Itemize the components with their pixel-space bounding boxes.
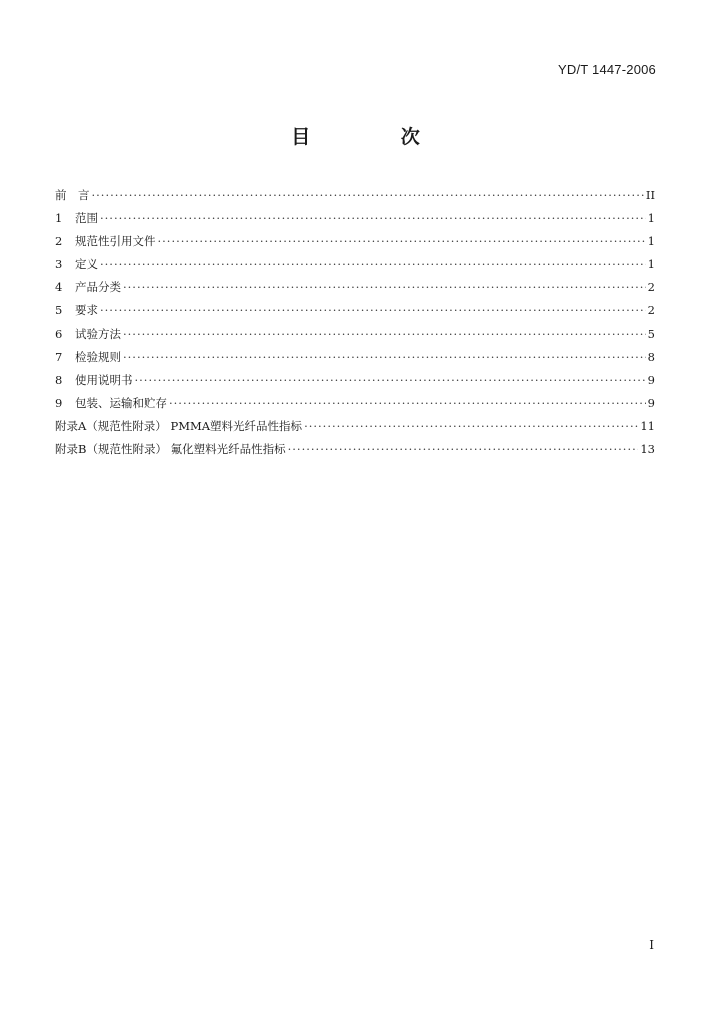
- dot-leader: [123, 350, 646, 364]
- toc-entry-number: 2: [55, 234, 63, 249]
- toc-entry-page: 1: [647, 257, 655, 272]
- toc-entry-number: 7: [55, 349, 63, 364]
- toc-entry-foreword[interactable]: [55, 187, 655, 210]
- toc-entry-page: 11: [640, 418, 655, 433]
- toc-entry-number: 8: [55, 372, 63, 387]
- toc-entry-label: 产品分类: [75, 280, 121, 295]
- toc-entry-page: 8: [647, 349, 655, 364]
- toc-entry-label: 前 言: [55, 188, 90, 202]
- toc-entry-normative-references[interactable]: [55, 233, 655, 256]
- toc-entry-page: 9: [647, 372, 655, 387]
- toc-entry-number: 3: [55, 257, 63, 272]
- toc-entry-label: 包装、运输和贮存: [75, 395, 167, 410]
- dot-leader: [288, 442, 639, 456]
- dot-leader: [123, 327, 646, 341]
- page-number: I: [649, 938, 654, 952]
- toc-entry-label: 附录B（规范性附录） 氟化塑料光纤品性指标: [55, 442, 286, 457]
- toc-entry-page: 2: [647, 280, 655, 295]
- toc-entry-number: 9: [55, 395, 63, 410]
- toc-entry-classification[interactable]: [55, 279, 655, 302]
- toc-entry-page: 5: [647, 326, 655, 341]
- dot-leader: [100, 303, 646, 317]
- toc-entry-label: 检验规则: [75, 349, 121, 364]
- toc-entry-label: 定义: [75, 257, 98, 272]
- toc-entry-requirements[interactable]: [55, 302, 655, 325]
- dot-leader: [123, 280, 646, 294]
- toc-entry-page: 2: [647, 303, 655, 318]
- toc-entry-number: 6: [55, 326, 63, 341]
- toc-entry-inspection-rules[interactable]: [55, 349, 655, 372]
- toc-entry-instructions[interactable]: [55, 372, 655, 395]
- toc-entry-page: 9: [647, 395, 655, 410]
- toc-entry-label: 要求: [75, 303, 98, 318]
- toc-entry-page: II: [645, 188, 655, 202]
- dot-leader: [100, 257, 646, 271]
- page-title: 目 次: [291, 126, 462, 148]
- toc-entry-packaging[interactable]: [55, 395, 655, 418]
- toc-entry-page: 13: [640, 442, 655, 457]
- toc-entry-label: 附录A（规范性附录） PMMA塑料光纤品性指标: [55, 418, 303, 433]
- toc-entry-scope[interactable]: [55, 210, 655, 233]
- toc-entry-label: 试验方法: [75, 326, 121, 341]
- document-code: YD/T 1447-2006: [558, 62, 656, 77]
- dot-leader: [304, 419, 638, 433]
- toc-entry-number: 5: [55, 303, 63, 318]
- toc-entry-number: 1: [55, 211, 63, 226]
- toc-entry-label: 使用说明书: [75, 372, 133, 387]
- toc-entry-annex-a[interactable]: [55, 418, 655, 441]
- toc-entry-page: 1: [647, 211, 655, 226]
- toc-entry-number: 4: [55, 280, 63, 295]
- dot-leader: [92, 188, 644, 202]
- toc-entry-annex-b[interactable]: [55, 441, 655, 464]
- table-of-contents: [55, 187, 655, 464]
- toc-entry-label: 规范性引用文件: [75, 234, 156, 249]
- dot-leader: [135, 373, 646, 387]
- toc-entry-test-methods[interactable]: [55, 326, 655, 349]
- dot-leader: [158, 234, 646, 248]
- toc-entry-label: 范围: [75, 211, 98, 226]
- toc-entry-definitions[interactable]: [55, 256, 655, 279]
- toc-entry-page: 1: [647, 234, 655, 249]
- dot-leader: [169, 396, 646, 410]
- dot-leader: [100, 211, 646, 225]
